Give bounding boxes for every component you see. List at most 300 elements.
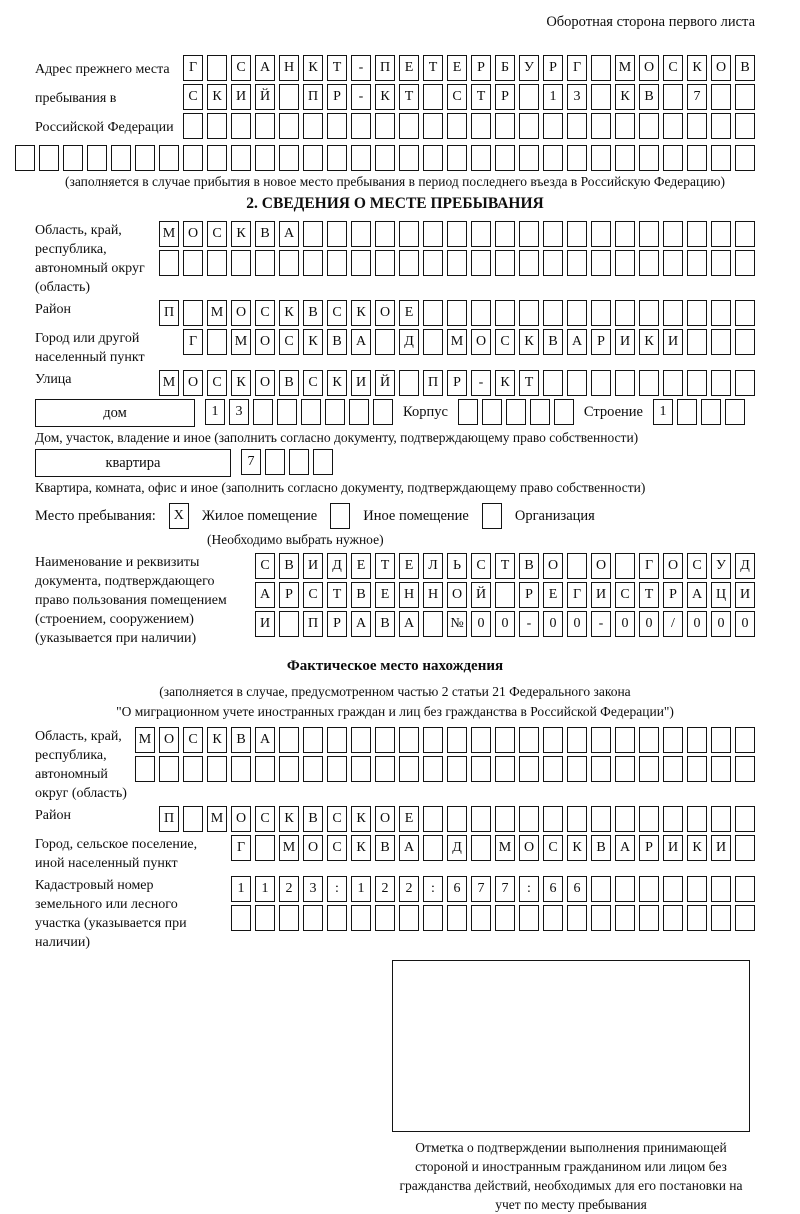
- char-cell[interactable]: [423, 756, 443, 782]
- char-cell[interactable]: Т: [495, 553, 515, 579]
- char-cell[interactable]: [735, 835, 755, 861]
- char-cell[interactable]: М: [615, 55, 635, 81]
- char-cell[interactable]: [279, 145, 299, 171]
- char-cell[interactable]: [375, 727, 395, 753]
- char-cell[interactable]: А: [567, 329, 587, 355]
- char-cell[interactable]: П: [423, 370, 443, 396]
- char-cell[interactable]: [735, 756, 755, 782]
- char-cell[interactable]: [639, 300, 659, 326]
- char-cell[interactable]: [519, 727, 539, 753]
- char-cell[interactable]: [639, 145, 659, 171]
- char-cell[interactable]: [183, 145, 203, 171]
- char-cell[interactable]: [567, 113, 587, 139]
- char-cell[interactable]: А: [615, 835, 635, 861]
- char-cell[interactable]: С: [279, 329, 299, 355]
- char-cell[interactable]: [711, 300, 731, 326]
- char-cell[interactable]: О: [255, 329, 275, 355]
- char-cell[interactable]: С: [447, 84, 467, 110]
- char-cell[interactable]: [735, 727, 755, 753]
- char-cell[interactable]: Р: [327, 611, 347, 637]
- char-cell[interactable]: К: [231, 221, 251, 247]
- char-cell[interactable]: 7: [687, 84, 707, 110]
- char-cell[interactable]: [423, 84, 443, 110]
- char-cell[interactable]: [543, 756, 563, 782]
- char-cell[interactable]: [735, 250, 755, 276]
- char-cell[interactable]: [495, 905, 515, 931]
- char-cell[interactable]: Б: [495, 55, 515, 81]
- char-cell[interactable]: [687, 727, 707, 753]
- char-cell[interactable]: К: [351, 835, 371, 861]
- char-cell[interactable]: [447, 905, 467, 931]
- char-cell[interactable]: [711, 145, 731, 171]
- char-cell[interactable]: И: [663, 835, 683, 861]
- char-cell[interactable]: [663, 876, 683, 902]
- char-cell[interactable]: [543, 806, 563, 832]
- char-cell[interactable]: [495, 221, 515, 247]
- char-cell[interactable]: [519, 756, 539, 782]
- char-cell[interactable]: [159, 145, 179, 171]
- char-cell[interactable]: [567, 756, 587, 782]
- char-cell[interactable]: [375, 756, 395, 782]
- char-cell[interactable]: Й: [375, 370, 395, 396]
- char-cell[interactable]: [735, 113, 755, 139]
- char-cell[interactable]: 1: [205, 399, 225, 425]
- char-cell[interactable]: [207, 55, 227, 81]
- char-cell[interactable]: [591, 55, 611, 81]
- char-cell[interactable]: [373, 399, 393, 425]
- char-cell[interactable]: А: [255, 727, 275, 753]
- char-cell[interactable]: К: [519, 329, 539, 355]
- char-cell[interactable]: [207, 329, 227, 355]
- char-cell[interactable]: [711, 806, 731, 832]
- char-cell[interactable]: [591, 370, 611, 396]
- char-cell[interactable]: [687, 905, 707, 931]
- char-cell[interactable]: М: [159, 221, 179, 247]
- char-cell[interactable]: [231, 905, 251, 931]
- char-cell[interactable]: [159, 756, 179, 782]
- char-cell[interactable]: П: [303, 84, 323, 110]
- char-cell[interactable]: С: [327, 806, 347, 832]
- char-cell[interactable]: О: [183, 221, 203, 247]
- char-cell[interactable]: [725, 399, 745, 425]
- char-cell[interactable]: О: [231, 806, 251, 832]
- char-cell[interactable]: С: [303, 370, 323, 396]
- char-cell[interactable]: [399, 727, 419, 753]
- char-cell[interactable]: С: [255, 300, 275, 326]
- char-cell[interactable]: [519, 806, 539, 832]
- char-cell[interactable]: [303, 113, 323, 139]
- char-cell[interactable]: [183, 806, 203, 832]
- char-cell[interactable]: [615, 221, 635, 247]
- char-cell[interactable]: [543, 250, 563, 276]
- char-cell[interactable]: [591, 905, 611, 931]
- char-cell[interactable]: Н: [423, 582, 443, 608]
- char-cell[interactable]: [447, 756, 467, 782]
- char-cell[interactable]: [159, 250, 179, 276]
- char-cell[interactable]: К: [687, 835, 707, 861]
- char-cell[interactable]: [327, 905, 347, 931]
- char-cell[interactable]: О: [591, 553, 611, 579]
- char-cell[interactable]: [423, 727, 443, 753]
- char-cell[interactable]: [351, 727, 371, 753]
- char-cell[interactable]: С: [543, 835, 563, 861]
- char-cell[interactable]: [687, 145, 707, 171]
- char-cell[interactable]: Т: [327, 582, 347, 608]
- char-cell[interactable]: Д: [399, 329, 419, 355]
- char-cell[interactable]: [255, 250, 275, 276]
- char-cell[interactable]: [351, 756, 371, 782]
- char-cell[interactable]: И: [255, 611, 275, 637]
- char-cell[interactable]: [495, 806, 515, 832]
- char-cell[interactable]: 2: [399, 876, 419, 902]
- char-cell[interactable]: Д: [735, 553, 755, 579]
- char-cell[interactable]: С: [615, 582, 635, 608]
- char-cell[interactable]: [303, 727, 323, 753]
- char-cell[interactable]: [591, 113, 611, 139]
- char-cell[interactable]: В: [639, 84, 659, 110]
- char-cell[interactable]: А: [351, 611, 371, 637]
- char-cell[interactable]: [327, 250, 347, 276]
- char-cell[interactable]: О: [639, 55, 659, 81]
- char-cell[interactable]: [701, 399, 721, 425]
- char-cell[interactable]: О: [471, 329, 491, 355]
- char-cell[interactable]: Е: [351, 553, 371, 579]
- char-cell[interactable]: 3: [567, 84, 587, 110]
- char-cell[interactable]: [399, 250, 419, 276]
- char-cell[interactable]: Е: [399, 55, 419, 81]
- char-cell[interactable]: О: [447, 582, 467, 608]
- char-cell[interactable]: [543, 905, 563, 931]
- char-cell[interactable]: [39, 145, 59, 171]
- char-cell[interactable]: [495, 300, 515, 326]
- char-cell[interactable]: /: [663, 611, 683, 637]
- stay-type-checkbox-other[interactable]: [330, 503, 350, 529]
- char-cell[interactable]: [711, 113, 731, 139]
- char-cell[interactable]: Ь: [447, 553, 467, 579]
- char-cell[interactable]: С: [495, 329, 515, 355]
- char-cell[interactable]: [447, 300, 467, 326]
- char-cell[interactable]: [471, 806, 491, 832]
- char-cell[interactable]: [639, 806, 659, 832]
- char-cell[interactable]: У: [711, 553, 731, 579]
- char-cell[interactable]: Р: [543, 55, 563, 81]
- char-cell[interactable]: [591, 756, 611, 782]
- char-cell[interactable]: [506, 399, 526, 425]
- char-cell[interactable]: [639, 905, 659, 931]
- char-cell[interactable]: [567, 727, 587, 753]
- char-cell[interactable]: В: [255, 221, 275, 247]
- char-cell[interactable]: [207, 250, 227, 276]
- char-cell[interactable]: [279, 113, 299, 139]
- char-cell[interactable]: [447, 250, 467, 276]
- char-cell[interactable]: С: [303, 582, 323, 608]
- char-cell[interactable]: П: [375, 55, 395, 81]
- char-cell[interactable]: [615, 250, 635, 276]
- char-cell[interactable]: [711, 370, 731, 396]
- char-cell[interactable]: О: [159, 727, 179, 753]
- char-cell[interactable]: 1: [543, 84, 563, 110]
- char-cell[interactable]: Ц: [711, 582, 731, 608]
- char-cell[interactable]: В: [543, 329, 563, 355]
- char-cell[interactable]: С: [687, 553, 707, 579]
- char-cell[interactable]: Н: [279, 55, 299, 81]
- char-cell[interactable]: О: [231, 300, 251, 326]
- char-cell[interactable]: 1: [351, 876, 371, 902]
- char-cell[interactable]: К: [351, 300, 371, 326]
- char-cell[interactable]: П: [159, 300, 179, 326]
- char-cell[interactable]: И: [615, 329, 635, 355]
- char-cell[interactable]: К: [687, 55, 707, 81]
- char-cell[interactable]: [711, 84, 731, 110]
- char-cell[interactable]: [519, 145, 539, 171]
- char-cell[interactable]: И: [663, 329, 683, 355]
- char-cell[interactable]: [519, 84, 539, 110]
- char-cell[interactable]: Р: [663, 582, 683, 608]
- char-cell[interactable]: [711, 905, 731, 931]
- char-cell[interactable]: Т: [327, 55, 347, 81]
- char-cell[interactable]: [615, 876, 635, 902]
- char-cell[interactable]: [207, 113, 227, 139]
- char-cell[interactable]: [615, 370, 635, 396]
- char-cell[interactable]: [482, 399, 502, 425]
- char-cell[interactable]: [687, 806, 707, 832]
- char-cell[interactable]: [711, 329, 731, 355]
- char-cell[interactable]: 1: [231, 876, 251, 902]
- char-cell[interactable]: [399, 113, 419, 139]
- char-cell[interactable]: [687, 250, 707, 276]
- char-cell[interactable]: [375, 250, 395, 276]
- char-cell[interactable]: [423, 806, 443, 832]
- char-cell[interactable]: -: [351, 55, 371, 81]
- char-cell[interactable]: 7: [495, 876, 515, 902]
- char-cell[interactable]: [711, 727, 731, 753]
- char-cell[interactable]: [482, 503, 502, 529]
- char-cell[interactable]: [351, 145, 371, 171]
- char-cell[interactable]: [375, 113, 395, 139]
- char-cell[interactable]: [447, 145, 467, 171]
- char-cell[interactable]: Т: [423, 55, 443, 81]
- char-cell[interactable]: [591, 145, 611, 171]
- char-cell[interactable]: В: [303, 806, 323, 832]
- char-cell[interactable]: В: [327, 329, 347, 355]
- char-cell[interactable]: [567, 806, 587, 832]
- char-cell[interactable]: Г: [183, 55, 203, 81]
- char-cell[interactable]: [615, 145, 635, 171]
- char-cell[interactable]: [495, 145, 515, 171]
- char-cell[interactable]: А: [399, 611, 419, 637]
- char-cell[interactable]: [183, 250, 203, 276]
- char-cell[interactable]: [231, 145, 251, 171]
- char-cell[interactable]: [687, 221, 707, 247]
- char-cell[interactable]: Р: [447, 370, 467, 396]
- char-cell[interactable]: [327, 221, 347, 247]
- char-cell[interactable]: [591, 250, 611, 276]
- char-cell[interactable]: Е: [447, 55, 467, 81]
- char-cell[interactable]: В: [279, 553, 299, 579]
- char-cell[interactable]: 2: [375, 876, 395, 902]
- char-cell[interactable]: Д: [327, 553, 347, 579]
- char-cell[interactable]: В: [231, 727, 251, 753]
- char-cell[interactable]: [375, 905, 395, 931]
- char-cell[interactable]: К: [207, 727, 227, 753]
- char-cell[interactable]: К: [279, 806, 299, 832]
- char-cell[interactable]: 0: [639, 611, 659, 637]
- char-cell[interactable]: К: [303, 329, 323, 355]
- char-cell[interactable]: [495, 727, 515, 753]
- char-cell[interactable]: -: [471, 370, 491, 396]
- char-cell[interactable]: 7: [471, 876, 491, 902]
- char-cell[interactable]: :: [327, 876, 347, 902]
- char-cell[interactable]: [87, 145, 107, 171]
- char-cell[interactable]: [471, 145, 491, 171]
- char-cell[interactable]: [567, 553, 587, 579]
- char-cell[interactable]: :: [519, 876, 539, 902]
- char-cell[interactable]: [471, 756, 491, 782]
- char-cell[interactable]: 0: [567, 611, 587, 637]
- char-cell[interactable]: [471, 905, 491, 931]
- char-cell[interactable]: 3: [229, 399, 249, 425]
- char-cell[interactable]: С: [327, 835, 347, 861]
- char-cell[interactable]: Т: [375, 553, 395, 579]
- char-cell[interactable]: [303, 756, 323, 782]
- char-cell[interactable]: Г: [639, 553, 659, 579]
- char-cell[interactable]: [231, 250, 251, 276]
- char-cell[interactable]: [279, 756, 299, 782]
- char-cell[interactable]: Р: [519, 582, 539, 608]
- char-cell[interactable]: Е: [399, 300, 419, 326]
- char-cell[interactable]: Р: [279, 582, 299, 608]
- char-cell[interactable]: Й: [255, 84, 275, 110]
- char-cell[interactable]: Т: [519, 370, 539, 396]
- char-cell[interactable]: [615, 806, 635, 832]
- char-cell[interactable]: [399, 756, 419, 782]
- char-cell[interactable]: [687, 300, 707, 326]
- char-cell[interactable]: [615, 300, 635, 326]
- char-cell[interactable]: [423, 300, 443, 326]
- char-cell[interactable]: О: [303, 835, 323, 861]
- char-cell[interactable]: [423, 250, 443, 276]
- char-cell[interactable]: [567, 250, 587, 276]
- char-cell[interactable]: [735, 300, 755, 326]
- char-cell[interactable]: [327, 727, 347, 753]
- char-cell[interactable]: С: [183, 84, 203, 110]
- stay-type-checkbox-residential[interactable]: [169, 503, 189, 529]
- char-cell[interactable]: [375, 221, 395, 247]
- char-cell[interactable]: [447, 221, 467, 247]
- char-cell[interactable]: [265, 449, 285, 475]
- char-cell[interactable]: В: [591, 835, 611, 861]
- char-cell[interactable]: С: [207, 370, 227, 396]
- char-cell[interactable]: [301, 399, 321, 425]
- char-cell[interactable]: [591, 806, 611, 832]
- char-cell[interactable]: [543, 221, 563, 247]
- char-cell[interactable]: [471, 300, 491, 326]
- char-cell[interactable]: 0: [543, 611, 563, 637]
- char-cell[interactable]: [351, 113, 371, 139]
- char-cell[interactable]: М: [207, 300, 227, 326]
- char-cell[interactable]: [279, 611, 299, 637]
- char-cell[interactable]: Н: [399, 582, 419, 608]
- char-cell[interactable]: [303, 250, 323, 276]
- char-cell[interactable]: [183, 756, 203, 782]
- char-cell[interactable]: -: [519, 611, 539, 637]
- char-cell[interactable]: О: [543, 553, 563, 579]
- char-cell[interactable]: К: [207, 84, 227, 110]
- char-cell[interactable]: [447, 113, 467, 139]
- char-cell[interactable]: [567, 370, 587, 396]
- char-cell[interactable]: [519, 221, 539, 247]
- char-cell[interactable]: [543, 113, 563, 139]
- char-cell[interactable]: [423, 835, 443, 861]
- char-cell[interactable]: К: [567, 835, 587, 861]
- char-cell[interactable]: :: [423, 876, 443, 902]
- char-cell[interactable]: -: [591, 611, 611, 637]
- stay-type-checkbox-organization[interactable]: [482, 503, 502, 529]
- char-cell[interactable]: С: [471, 553, 491, 579]
- char-cell[interactable]: [663, 84, 683, 110]
- char-cell[interactable]: [663, 221, 683, 247]
- char-cell[interactable]: [663, 756, 683, 782]
- char-cell[interactable]: [677, 399, 697, 425]
- char-cell[interactable]: [471, 835, 491, 861]
- char-cell[interactable]: [351, 250, 371, 276]
- char-cell[interactable]: К: [231, 370, 251, 396]
- char-cell[interactable]: [111, 145, 131, 171]
- char-cell[interactable]: [567, 145, 587, 171]
- char-cell[interactable]: [375, 329, 395, 355]
- char-cell[interactable]: [253, 399, 273, 425]
- char-cell[interactable]: [399, 145, 419, 171]
- char-cell[interactable]: [519, 300, 539, 326]
- char-cell[interactable]: С: [183, 727, 203, 753]
- char-cell[interactable]: [183, 300, 203, 326]
- char-cell[interactable]: [471, 113, 491, 139]
- char-cell[interactable]: К: [375, 84, 395, 110]
- char-cell[interactable]: С: [327, 300, 347, 326]
- char-cell[interactable]: [735, 370, 755, 396]
- char-cell[interactable]: [639, 221, 659, 247]
- char-cell[interactable]: [591, 84, 611, 110]
- char-cell[interactable]: В: [303, 300, 323, 326]
- char-cell[interactable]: №: [447, 611, 467, 637]
- char-cell[interactable]: [735, 876, 755, 902]
- char-cell[interactable]: А: [687, 582, 707, 608]
- char-cell[interactable]: [255, 905, 275, 931]
- char-cell[interactable]: О: [255, 370, 275, 396]
- char-cell[interactable]: К: [495, 370, 515, 396]
- char-cell[interactable]: Е: [399, 806, 419, 832]
- char-cell[interactable]: [207, 756, 227, 782]
- char-cell[interactable]: [399, 905, 419, 931]
- char-cell[interactable]: [399, 221, 419, 247]
- char-cell[interactable]: В: [735, 55, 755, 81]
- char-cell[interactable]: Е: [399, 553, 419, 579]
- char-cell[interactable]: Г: [183, 329, 203, 355]
- char-cell[interactable]: [325, 399, 345, 425]
- char-cell[interactable]: [711, 250, 731, 276]
- char-cell[interactable]: [255, 145, 275, 171]
- char-cell[interactable]: С: [663, 55, 683, 81]
- char-cell[interactable]: С: [207, 221, 227, 247]
- char-cell[interactable]: Г: [567, 55, 587, 81]
- char-cell[interactable]: [183, 113, 203, 139]
- char-cell[interactable]: 0: [495, 611, 515, 637]
- char-cell[interactable]: М: [135, 727, 155, 753]
- char-cell[interactable]: [663, 145, 683, 171]
- char-cell[interactable]: [255, 756, 275, 782]
- char-cell[interactable]: [663, 250, 683, 276]
- char-cell[interactable]: [735, 905, 755, 931]
